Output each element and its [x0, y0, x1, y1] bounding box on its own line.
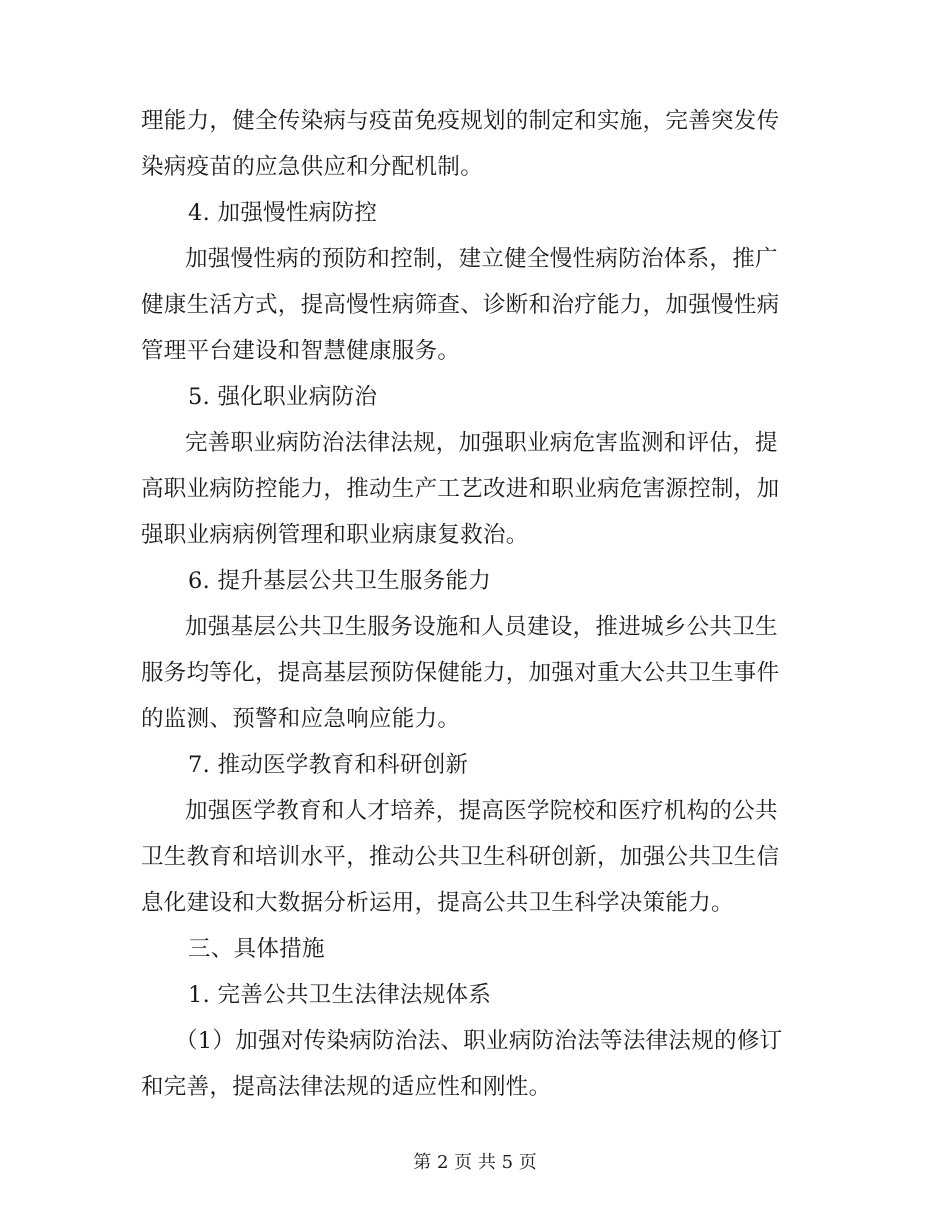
text-line-14: 的监测、预警和应急响应能力。 [141, 706, 461, 732]
text-line-12: 加强基层公共卫生服务设施和人员建设，推进城乡公共卫生 [185, 614, 778, 640]
text-line-4: 加强慢性病的预防和控制，建立健全慢性病防治体系，推广 [185, 246, 778, 272]
text-line-2: 染病疫苗的应急供应和分配机制。 [141, 154, 484, 180]
text-line-16: 加强医学教育和人才培养，提高医学院校和医疗机构的公共 [185, 798, 778, 824]
document-body [141, 98, 801, 1110]
text-line-6: 管理平台建设和智慧健康服务。 [141, 338, 461, 364]
text-line-5: 健康生活方式，提高慢性病筛查、诊断和治疗能力，加强慢性病 [141, 292, 780, 318]
text-line-9: 高职业病防控能力，推动生产工艺改进和职业病危害源控制，加 [141, 476, 780, 502]
section-heading-6: 6. 提升基层公共卫生服务能力 [188, 568, 492, 594]
measure-heading-1: 1. 完善公共卫生法律法规体系 [188, 982, 492, 1008]
text-line-18: 息化建设和大数据分析运用，提高公共卫生科学决策能力。 [141, 890, 734, 916]
text-line-1: 理能力，健全传染病与疫苗免疫规划的制定和实施，完善突发传 [141, 108, 780, 134]
section-heading-4: 4. 加强慢性病防控 [188, 200, 378, 226]
page-number-footer: 第 2 页 共 5 页 [413, 1152, 537, 1173]
text-line-22: 和完善，提高法律法规的适应性和刚性。 [141, 1074, 552, 1100]
section-heading-7: 7. 推动医学教育和科研创新 [188, 752, 469, 778]
text-line-13: 服务均等化，提高基层预防保健能力，加强对重大公共卫生事件 [141, 660, 780, 686]
section-heading-5: 5. 强化职业病防治 [188, 384, 378, 410]
text-line-10: 强职业病病例管理和职业病康复救治。 [141, 522, 529, 548]
chapter-heading-3: 三、具体措施 [188, 936, 325, 962]
text-line-8: 完善职业病防治法律法规，加强职业病危害监测和评估，提 [185, 430, 778, 456]
text-line-21: （1）加强对传染病防治法、职业病防治法等法律法规的修订 [175, 1028, 783, 1054]
text-line-17: 卫生教育和培训水平，推动公共卫生科研创新，加强公共卫生信 [141, 844, 780, 870]
